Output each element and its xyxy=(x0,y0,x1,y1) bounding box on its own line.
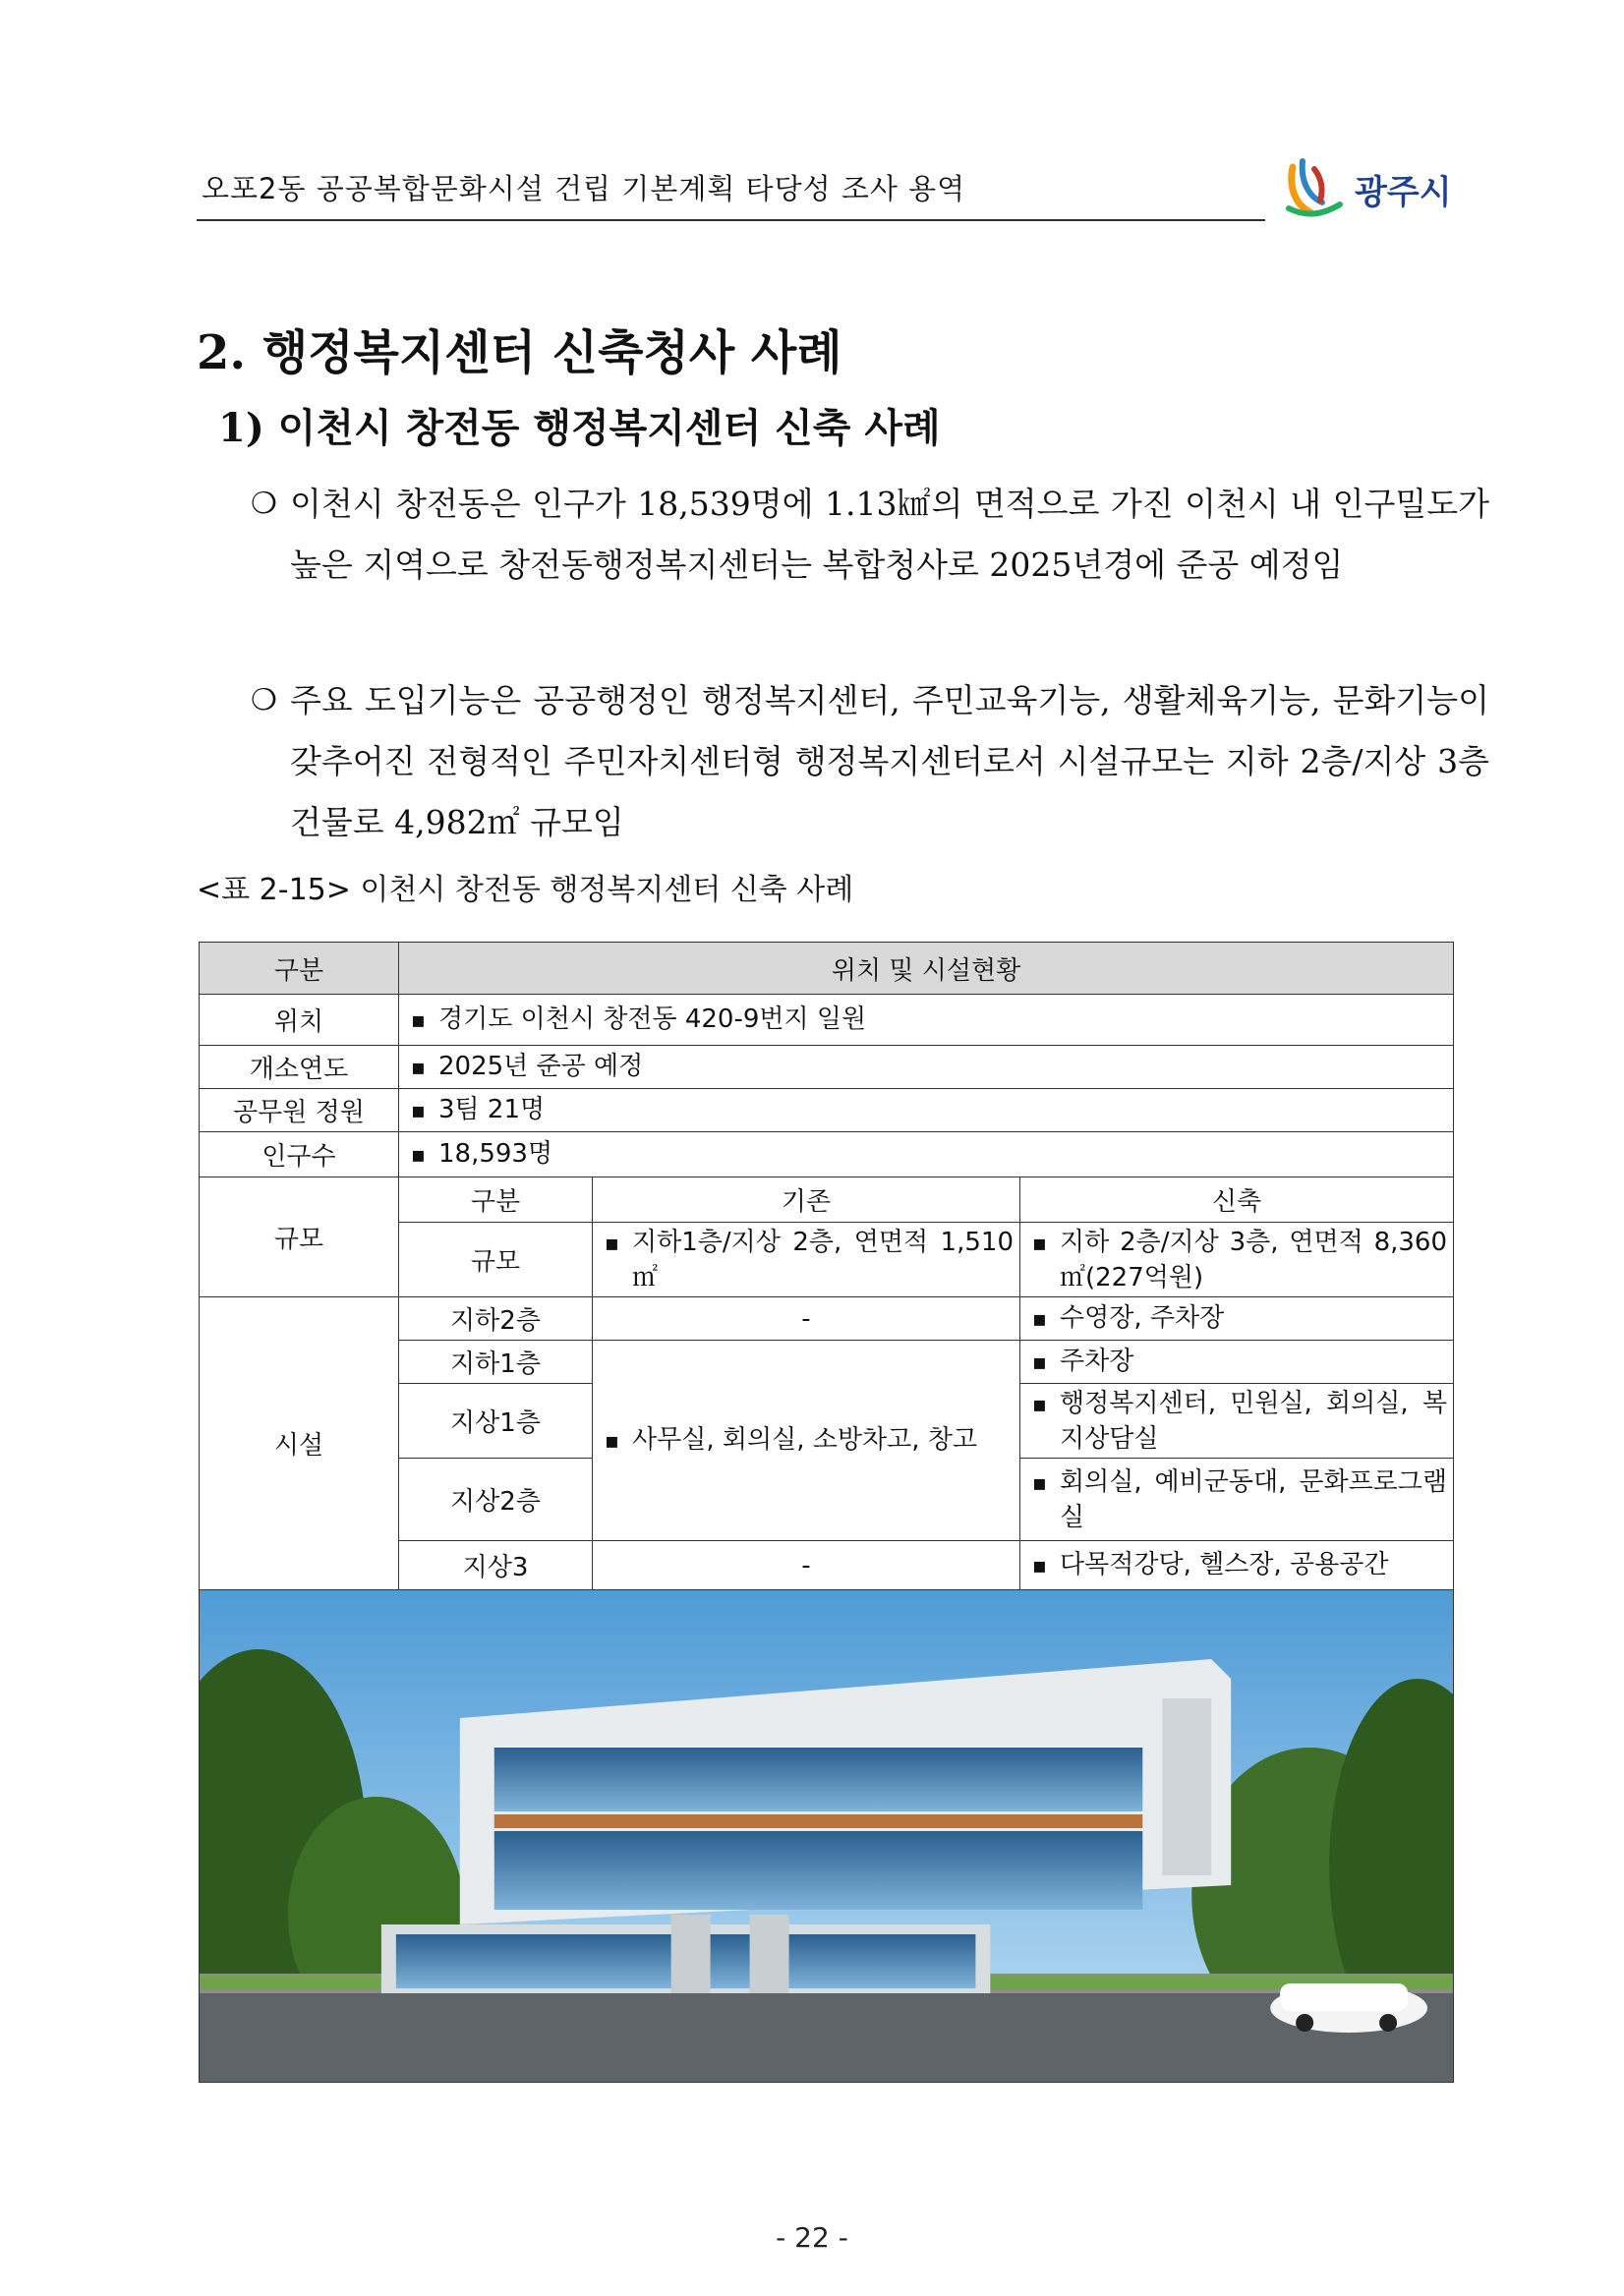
header-divider xyxy=(197,219,1265,221)
facility-table xyxy=(199,942,1454,2083)
paragraph-text: 주요 도입기능은 공공행정인 행정복지센터, 주민교육기능, 생활체육기능, 문화기능이 갖추어진 전형적인 주민자치센터형 행정복지센터로서 시설규모는 지하 2층/지상 3층 건물로 4,982㎡ 규모임 xyxy=(290,681,1489,841)
row-value: ▪ 3팀 21명 xyxy=(405,1093,1447,1128)
circle-bullet-icon: ❍ xyxy=(251,487,277,521)
sub-row-label: 규모 xyxy=(399,1223,593,1297)
building-rendering-image xyxy=(200,1590,1454,2083)
floor-label: 지하2층 xyxy=(399,1297,593,1341)
floor-label: 지하1층 xyxy=(399,1341,593,1384)
new-value: ▪ 회의실, 예비군동대, 문화프로그램실 xyxy=(1026,1465,1447,1534)
table-row xyxy=(200,995,1454,1046)
document-header-title: 오포2동 공공복합문화시설 건립 기본계획 타당성 조사 용역 xyxy=(202,172,966,205)
existing-value: - xyxy=(593,1541,1020,1590)
existing-scale: ▪ 지하1층/지상 2층, 연면적 1,510㎡ xyxy=(599,1226,1014,1294)
header-details: 위치 및 시설현황 xyxy=(399,943,1454,995)
floor-label: 지상3 xyxy=(399,1541,593,1590)
building-rendering xyxy=(200,1590,1453,2082)
subsection-title: 1) 이천시 창전동 행정복지센터 신축 사례 xyxy=(218,405,941,451)
new-value: ▪ 다목적강당, 헬스장, 공용공간 xyxy=(1026,1548,1447,1583)
row-label: 인구수 xyxy=(200,1132,399,1177)
page-number: - 22 - xyxy=(776,2221,848,2254)
table-header-row xyxy=(200,943,1454,995)
sub-header: 기존 xyxy=(593,1177,1020,1223)
sub-header: 신축 xyxy=(1020,1177,1454,1223)
existing-value: - xyxy=(593,1297,1020,1341)
photo-row xyxy=(200,1590,1454,2083)
row-label: 시설 xyxy=(200,1297,399,1590)
circle-bullet-icon: ❍ xyxy=(251,683,277,718)
row-value: ▪ 2025년 준공 예정 xyxy=(405,1050,1447,1085)
row-label: 공무원 정원 xyxy=(200,1089,399,1132)
header-category: 구분 xyxy=(200,943,399,995)
body-paragraph-2 xyxy=(251,670,1489,853)
row-value: ▪ 18,593명 xyxy=(405,1137,1447,1173)
table-row xyxy=(200,1132,1454,1177)
row-label: 개소연도 xyxy=(200,1046,399,1089)
table-row xyxy=(200,1046,1454,1089)
floor-label: 지상1층 xyxy=(399,1384,593,1459)
paragraph-text: 이천시 창전동은 인구가 18,539명에 1.13㎢의 면적으로 가진 이천시 내 인구밀도가 높은 지역으로 창전동행정복지센터는 복합청사로 2025년경에 준공 예정임 xyxy=(290,485,1489,584)
new-scale: ▪ 지하 2층/지상 3층, 연면적 8,360㎡(227억원) xyxy=(1026,1226,1447,1294)
new-value: ▪ 수영장, 주차장 xyxy=(1026,1301,1447,1337)
new-value: ▪ 주차장 xyxy=(1026,1345,1447,1380)
table-caption: <표 2-15> 이천시 창전동 행정복지센터 신축 사례 xyxy=(197,873,854,907)
section-title: 2. 행정복지센터 신축청사 사례 xyxy=(197,325,842,380)
sub-header: 구분 xyxy=(399,1177,593,1223)
logo-text: 광주시 xyxy=(1355,173,1452,212)
new-value: ▪ 행정복지센터, 민원실, 회의실, 복지상담실 xyxy=(1026,1387,1447,1456)
row-label: 위치 xyxy=(200,995,399,1046)
row-value: ▪ 경기도 이천시 창전동 420-9번지 일원 xyxy=(405,1003,1447,1038)
row-label: 규모 xyxy=(200,1177,399,1297)
existing-shared-value: ▪ 사무실, 회의실, 소방차고, 창고 xyxy=(599,1423,1014,1459)
table-row xyxy=(200,1297,1454,1341)
table-row xyxy=(200,1089,1454,1132)
table-row xyxy=(200,1177,1454,1223)
body-paragraph-1 xyxy=(251,474,1489,596)
floor-label: 지상2층 xyxy=(399,1459,593,1541)
